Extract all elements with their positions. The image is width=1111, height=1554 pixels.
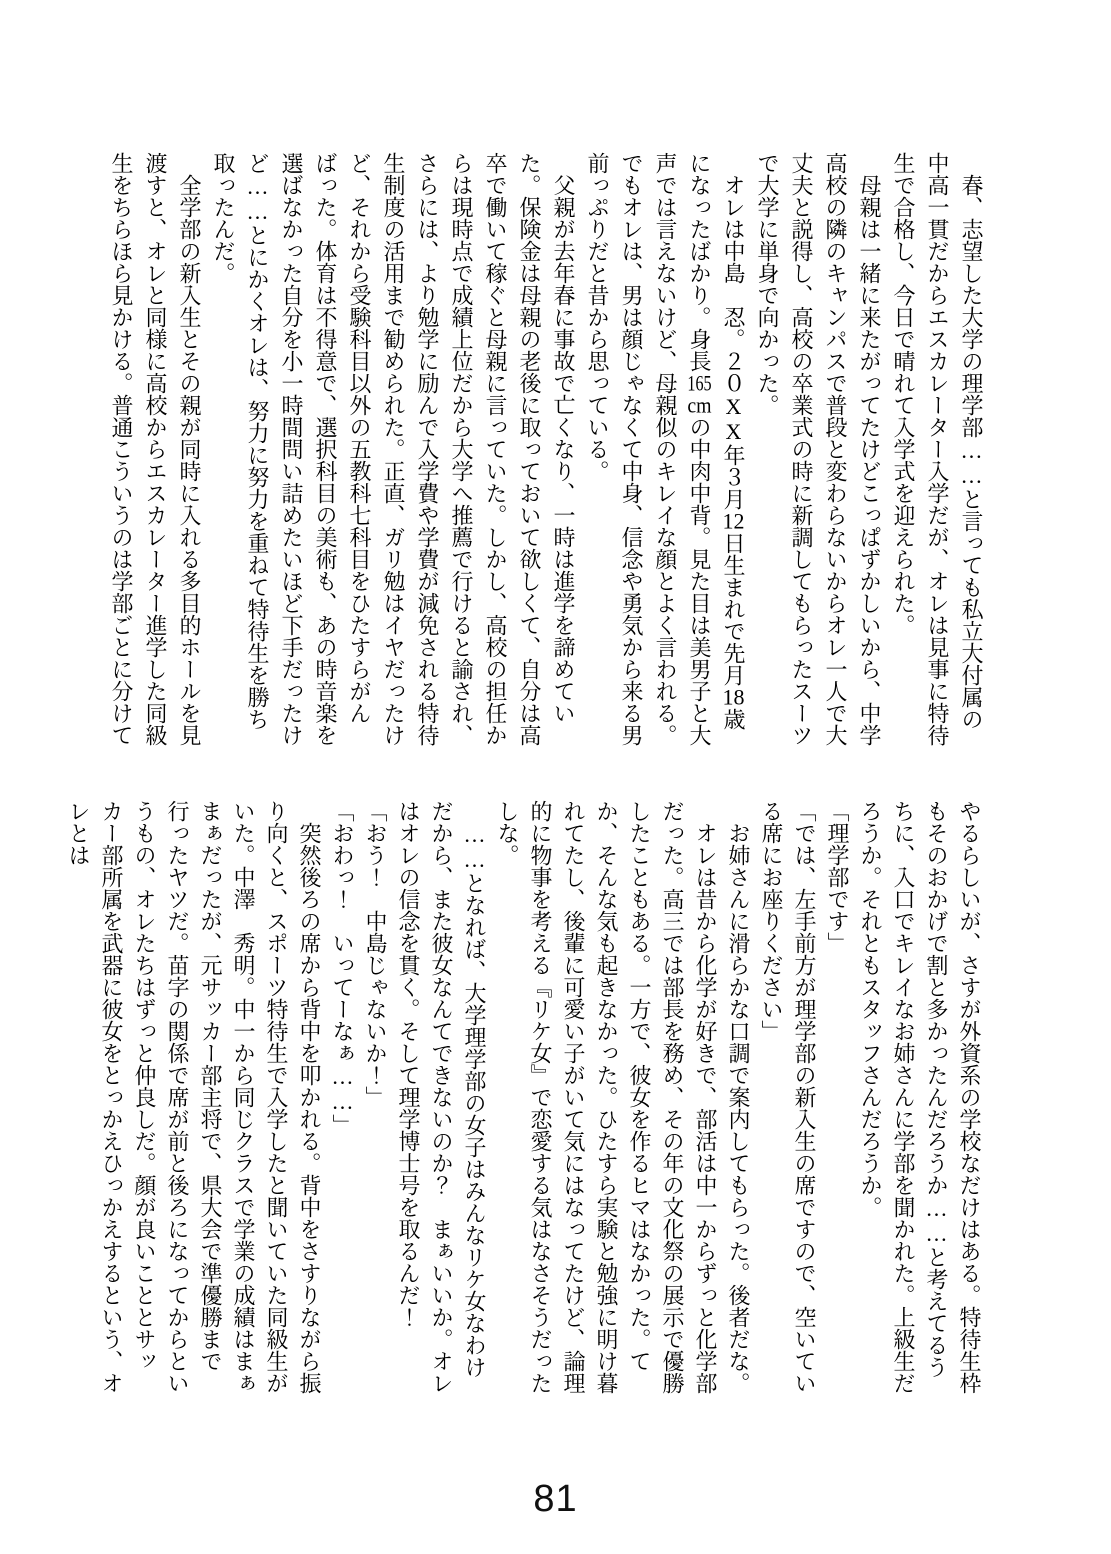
paragraph: 「では、左手前方が理学部の新入生の席ですので、空いている席にお座りください」 bbox=[759, 800, 817, 1394]
paragraph: オレは昔から化学が好きで、部活は中一からずっと化学部だった。高三では部長を務め、その年の文化祭の展示で優勝したこともある。一方で、彼女を作るヒマはなかった。てか、そんな気も起きなかった。ひたすら実験と勉強に明け暮れてたし、後輩に可愛い子がいて気にはなってたけど、論理的に物事を考える『リケ女』で恋愛する気はなさそうだったしな。 bbox=[495, 800, 718, 1394]
paragraph: 全学部の新入生とその親が同時に入れる多目的ホールを見渡すと、オレと同様に高校からエスカレーター進学した同級生をちらほら見かける。普通こういうのは学部ごとに分けて bbox=[109, 152, 202, 746]
paragraph: お姉さんに滑らかな口調で案内してもらった。後者だな。 bbox=[726, 800, 751, 1394]
paragraph: やるらしいが、さすが外資系の学校なだけはある。特待生枠もそのおかげで割と多かったんだろうか……と考えてるうちに、入口でキレイなお姉さんに学部を聞かれた。上級生だろうか。それともスタッフさんだろうか。 bbox=[858, 800, 982, 1394]
paragraph: 父親が去年春に事故で亡くなり、一時は進学を諦めていた。保険金は母親の老後に取っておいて欲しくて、自分は高卒で働いて稼ぐと母親に言っていた。しかし、高校の担任からは現時点で成績上位だから大学へ推薦で行けると諭され、さらには、より勉学に励んで入学費や学費が減免される特待生制度の活用まで勧められた。正直、ガリ勉はイヤだったけど、それから受験科目以外の五教科七科目をひたすらがんばった。体育は不得意で、選択科目の美術も、あの時音楽を選ばなかった自分を小一時間問い詰めたいほど下手だったけど……とにかくオレは、努力に努力を重ねて特待生を勝ち取ったんだ。 bbox=[211, 152, 576, 746]
paragraph: 「おう！ 中島じゃないか！」 bbox=[363, 800, 388, 1108]
paragraph: 「おわっ！ いってーなぁ……」 bbox=[330, 800, 355, 1136]
paragraph: 突然後ろの席から背中を叩かれる。背中をさすりながら振り向くと、スポーツ特待生で入学したと聞いていた同級生がいた。中澤 秀明。中一から同じクラスで学業の成績はまぁまぁだったが、元サッカー部主将で、県大会で準優勝まで行ったヤツだ。苗字の関係で席が前と後ろになってからというもの、オレたちはずっと仲良しだ。顔が良いこととサッカー部所属を武器に彼女をとっかえひっかえするという、オレとは bbox=[66, 800, 322, 1394]
text-block-upper bbox=[104, 152, 988, 750]
paragraph: 「理学部です」 bbox=[825, 800, 850, 954]
paragraph: 母親は一緒に来たがってたけどこっぱずかしいから、中学高校の隣のキャンパスで普段と変わらないからオレ一人で大丈夫と説得し、高校の卒業式の時に新調してもらったスーツで大学に単身で向かった。 bbox=[755, 152, 882, 746]
text-block-lower bbox=[62, 800, 986, 1398]
tatechuyoko-run: 165 bbox=[687, 372, 712, 394]
tatechuyoko-run: cm bbox=[687, 394, 712, 416]
paragraph: ……となれば、大学理学部の女子はみんなリケ女なわけだから、また彼女なんてできないのか？ まぁいいか。オレはオレの信念を貫く。そして理学博士号を取るんだ！ bbox=[396, 800, 487, 1394]
page-number: 81 bbox=[533, 1478, 578, 1520]
tatechuyoko-run: 12 bbox=[722, 510, 745, 532]
paragraph: オレは中島 忍。２０XX年３月12日生まれで先月18歳になったばかり。身長165cmの中肉中背。見た目は美男子と大声では言えないけど、母親似のキレイな顔とよく言われる。でもオレは、男は顔じゃなくて中身、信念や勇気から来る男前っぷりだと昔から思っている。 bbox=[585, 152, 746, 746]
paragraph: 春、志望した大学の理学部……と言っても私立大付属の中高一貫だからエスカレーター入学だが、オレは見事に特待生で合格し、今日で晴れて入学式を迎えられた。 bbox=[891, 152, 984, 746]
tatechuyoko-run: 18 bbox=[722, 686, 745, 708]
